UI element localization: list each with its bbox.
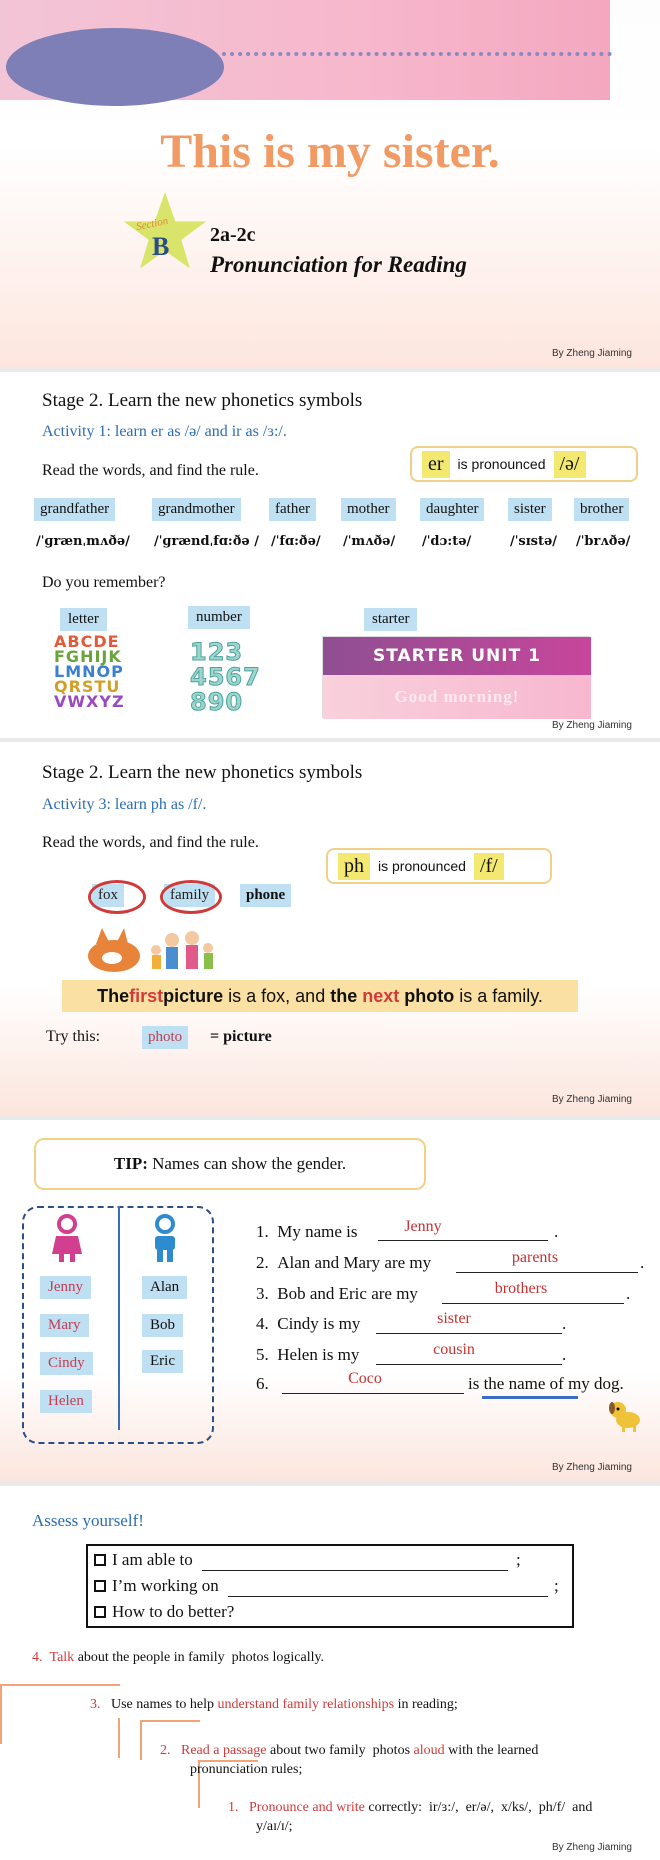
sentence-end: . <box>562 1314 567 1333</box>
item-number: 3. <box>256 1284 269 1303</box>
objective-key: Talk <box>49 1650 75 1665</box>
blank-line <box>282 1393 464 1394</box>
girl-name: Helen <box>40 1390 92 1413</box>
rule-symbol: /ə/ <box>554 451 586 478</box>
section-label: Section <box>135 214 170 234</box>
row-end: ; <box>554 1576 559 1595</box>
tag-number: number <box>188 606 250 629</box>
word-fox: fox <box>92 884 124 907</box>
starter-greeting: Good morning! <box>323 675 591 719</box>
item-number: 2. <box>256 1253 269 1272</box>
activity-label: Activity 3: learn ph as /f/. <box>42 796 207 813</box>
starter-title: STARTER UNIT 1 <box>323 637 591 675</box>
try-label: Try this: <box>46 1028 101 1045</box>
header-ellipse <box>6 28 224 106</box>
assess-row <box>94 1576 219 1596</box>
word-grandfather: grandfather <box>34 498 115 521</box>
objective-1 <box>228 1798 648 1836</box>
sentence-photo: photo <box>399 985 455 1006</box>
instruction: Read the words, and find the rule. <box>42 462 259 479</box>
checkbox[interactable] <box>94 1580 106 1592</box>
byline: By Zheng Jiaming <box>551 1842 632 1853</box>
sentence-1 <box>256 1222 358 1242</box>
alphabet-row: QRSTU <box>54 677 121 696</box>
assess-text: I’m working on <box>112 1576 219 1595</box>
blank-line[interactable] <box>228 1596 548 1597</box>
instruction: Read the words, and find the rule. <box>42 834 259 851</box>
blank-line <box>442 1303 624 1304</box>
checkbox[interactable] <box>94 1606 106 1618</box>
fox-family-picture <box>82 922 232 978</box>
phonetic-daughter: /ˈdɔ:tə/ <box>422 534 472 549</box>
alphabet-row: FGHIJK <box>54 647 122 666</box>
item-number: 4. <box>256 1314 269 1333</box>
girl-name: Cindy <box>40 1352 93 1375</box>
word-brother: brother <box>574 498 629 521</box>
try-equation: = picture <box>210 1028 272 1045</box>
sentence-text: Bob and Eric are my <box>277 1284 418 1303</box>
objective-key: aloud <box>413 1743 445 1758</box>
answer: sister <box>437 1310 471 1327</box>
female-icon <box>50 1214 84 1262</box>
word-sister: sister <box>508 498 552 521</box>
blank-line <box>376 1333 562 1334</box>
blank-line[interactable] <box>202 1570 508 1571</box>
sentence-text: Cindy is my <box>277 1314 361 1333</box>
stage-heading: Stage 2. Learn the new phonetics symbols <box>42 390 363 411</box>
assess-title: Assess yourself! <box>32 1511 144 1530</box>
objective-key: understand family relationships <box>217 1697 395 1712</box>
alphabet-row: ABCDE <box>54 632 120 651</box>
blank-line <box>378 1240 548 1241</box>
objective-2 <box>160 1741 610 1779</box>
sentence-4 <box>256 1314 360 1334</box>
page-title: This is my sister. <box>160 125 500 178</box>
section-subtitle: Pronunciation for Reading <box>210 252 467 277</box>
number-row: 123 <box>190 638 244 666</box>
sentence-text: Helen is my <box>277 1345 360 1364</box>
sentence-end: is the name of my dog. <box>468 1374 624 1393</box>
word-family: family <box>164 884 215 907</box>
byline: By Zheng Jiaming <box>551 720 632 731</box>
numbers-image <box>190 640 261 715</box>
objective-text: in reading; <box>394 1697 458 1712</box>
sentence-2 <box>256 1253 431 1273</box>
boy-name: Eric <box>142 1350 183 1373</box>
starter-unit-image <box>322 636 590 718</box>
sentence-text: My name is <box>277 1222 358 1241</box>
sentence-text: Alan and Mary are my <box>277 1253 432 1272</box>
male-icon <box>150 1214 180 1262</box>
sentence-part: The <box>97 985 130 1006</box>
highlight-circle <box>160 880 222 914</box>
checkbox[interactable] <box>94 1554 106 1566</box>
sentence-part: is a family. <box>454 985 543 1006</box>
sentence-first: first <box>129 985 164 1006</box>
sentence-end: . <box>562 1345 567 1364</box>
tip-box <box>34 1138 426 1190</box>
number-row: 4567 <box>190 663 261 691</box>
assess-text: How to do better? <box>112 1602 235 1621</box>
phonetic-sister: /ˈsɪstə/ <box>510 534 558 549</box>
try-word: photo <box>142 1026 188 1049</box>
title-slide <box>0 0 660 368</box>
sentence-end: . <box>554 1222 559 1241</box>
step-line <box>0 1684 120 1744</box>
alphabet-image <box>54 634 125 709</box>
boy-name: Alan <box>142 1276 187 1299</box>
phonetic-brother: /ˈbrʌðə/ <box>576 534 631 549</box>
section-code: 2a-2c <box>210 224 256 246</box>
blank-line <box>376 1364 562 1365</box>
answer: parents <box>511 1249 559 1266</box>
word-phone: phone <box>240 884 291 907</box>
tip-label: TIP: <box>113 1154 148 1173</box>
tag-starter: starter <box>364 608 417 631</box>
word-mother: mother <box>341 498 396 521</box>
divider <box>118 1206 120 1430</box>
section-letter: B <box>152 232 170 261</box>
objective-text: about two family photos <box>266 1743 414 1758</box>
rule-symbol: /f/ <box>474 853 504 880</box>
sentence-end: . <box>640 1253 645 1272</box>
answer: brothers <box>494 1280 548 1297</box>
objective-text: with the learned <box>444 1743 539 1758</box>
word-daughter: daughter <box>420 498 484 521</box>
word-father: father <box>269 498 316 521</box>
boy-name: Bob <box>142 1314 183 1337</box>
answer: Coco <box>348 1370 382 1387</box>
activity-label: Activity 1: learn er as /ə/ and ir as /ɜ:/. <box>42 423 287 440</box>
objective-key: Read a passage <box>181 1743 267 1758</box>
sentence-6 <box>256 1374 269 1394</box>
byline: By Zheng Jiaming <box>551 1462 632 1473</box>
objective-3 <box>90 1697 458 1713</box>
blank-line <box>456 1272 638 1273</box>
objective-number: 1. <box>228 1800 239 1815</box>
remember-label: Do you remember? <box>42 574 166 591</box>
rule-sound: ph <box>338 853 370 880</box>
answer: cousin <box>433 1341 475 1358</box>
rule-text: is pronounced <box>378 858 466 874</box>
tag-letter: letter <box>60 608 107 631</box>
objective-text: Use names to help <box>111 1697 218 1712</box>
word-grandmother: grandmother <box>152 498 241 521</box>
example-sentence <box>62 980 578 1012</box>
girl-name: Mary <box>40 1314 89 1337</box>
objective-number: 4. <box>32 1650 43 1665</box>
phonetic-grandfather: /ˈɡrænˌmʌðə/ <box>36 534 130 549</box>
answer: Jenny <box>404 1218 442 1235</box>
byline: By Zheng Jiaming <box>551 348 632 359</box>
rule-bubble <box>326 848 552 884</box>
phonetic-grandmother: /ˈɡrændˌfɑ:ðə / <box>154 534 259 549</box>
sentence-end: . <box>626 1284 631 1303</box>
phonetic-mother: /ˈmʌðə/ <box>343 534 396 549</box>
sentence-next: next <box>362 985 400 1006</box>
sentence-part: the <box>330 985 363 1006</box>
item-number: 5. <box>256 1345 269 1364</box>
dog-icon <box>606 1398 644 1432</box>
rule-sound: er <box>422 451 450 478</box>
assess-text: I am able to <box>112 1550 193 1569</box>
highlight-circle <box>88 880 146 914</box>
objective-4 <box>32 1650 324 1666</box>
assess-row <box>94 1550 193 1570</box>
tip-text: Names can show the gender. <box>147 1154 347 1173</box>
assess-row <box>94 1602 234 1622</box>
sentence-part: is a fox, and <box>223 985 331 1006</box>
rule-text: is pronounced <box>457 456 546 472</box>
sentence-picture: picture <box>163 985 224 1006</box>
item-number: 1. <box>256 1222 269 1241</box>
rule-bubble <box>410 446 638 482</box>
objective-key: Pronounce and write <box>249 1800 365 1815</box>
objective-number: 2. <box>160 1743 171 1758</box>
sentence-5 <box>256 1345 359 1365</box>
byline: By Zheng Jiaming <box>551 1094 632 1105</box>
emphasis-underline <box>482 1396 578 1399</box>
dotted-line <box>222 52 612 56</box>
alphabet-row: VWXYZ <box>54 692 125 711</box>
number-row: 890 <box>190 688 244 716</box>
objective-text: correctly: ir/ɜ:/, er/ə/, x/ks/, ph/f/ and <box>364 1800 593 1815</box>
row-end: ; <box>516 1550 521 1569</box>
sentence-3 <box>256 1284 418 1304</box>
alphabet-row: LMNOP <box>54 662 124 681</box>
stage-heading: Stage 2. Learn the new phonetics symbols <box>42 762 363 783</box>
objective-number: 3. <box>90 1697 101 1712</box>
objective-text: pronunciation rules; <box>190 1762 303 1777</box>
objective-text: about the people in family photos logically. <box>74 1650 325 1665</box>
item-number: 6. <box>256 1374 269 1393</box>
phonetic-father: /ˈfɑ:ðə/ <box>271 534 321 549</box>
objective-text: y/aɪ/ɪ/; <box>256 1819 293 1834</box>
assessment-box <box>86 1544 574 1628</box>
girl-name: Jenny <box>40 1276 91 1299</box>
